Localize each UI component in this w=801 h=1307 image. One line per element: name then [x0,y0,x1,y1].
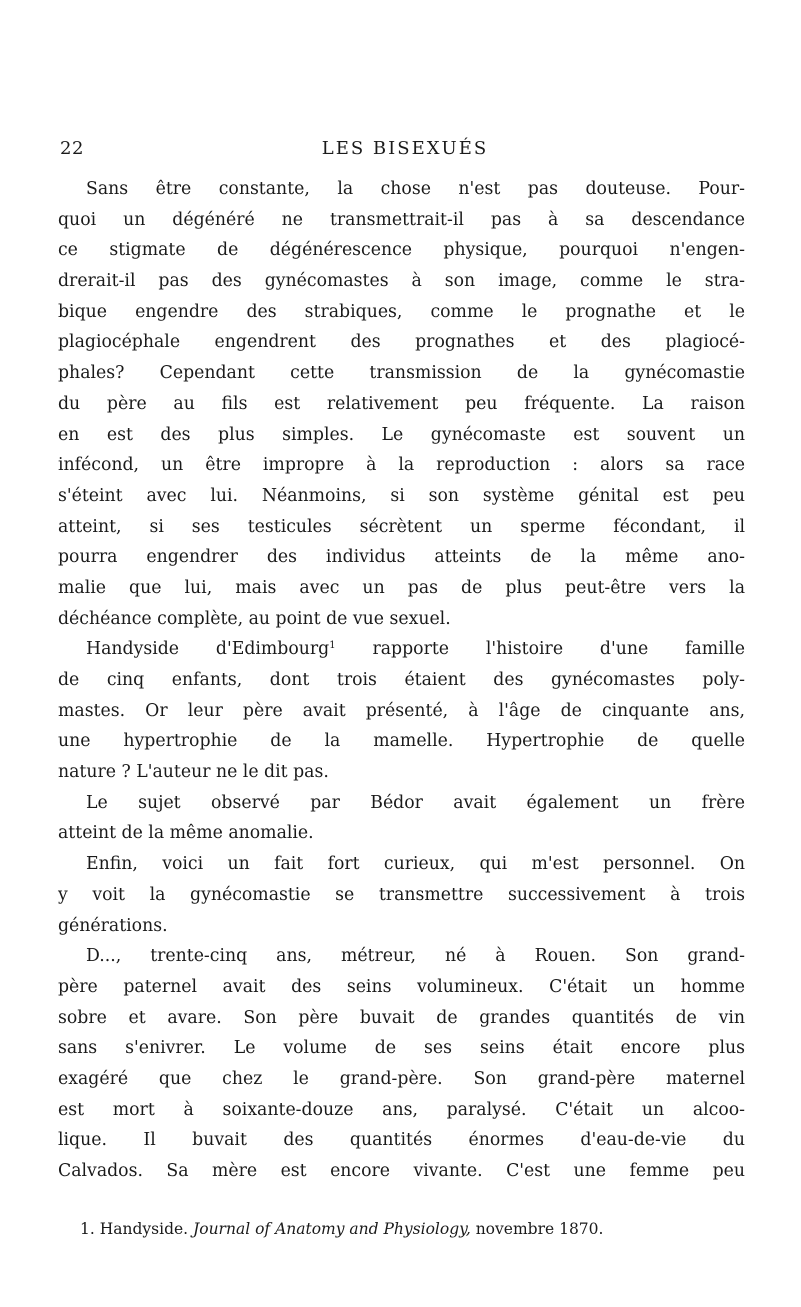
footnote-date: novembre 1870. [475,1220,604,1238]
text-line [58,266,745,297]
text-line-content: du père au fils est relativement peu fréquente. La raison [58,393,745,414]
text-line [58,880,745,911]
text-line [58,512,745,543]
text-line-content: nature ? L'auteur ne le dit pas. [58,762,329,783]
footnote-number: 1. [80,1220,95,1238]
text-line-content: phales? Cependant cette transmission de la gynécomastie [58,363,745,384]
text-line-content: mastes. Or leur père avait présenté, à l'âge de cinquante ans, [58,700,745,721]
text-line [58,450,745,481]
text-line [58,696,745,727]
text-line-content: générations. [58,915,168,936]
text-line [58,1064,745,1095]
text-line [58,818,745,849]
text-line [58,788,745,819]
text-line-content: déchéance complète, au point de vue sexuel. [58,608,451,629]
text-line-content: sans s'enivrer. Le volume de ses seins était encore plus [58,1038,745,1059]
text-line [58,1156,745,1187]
text-line [58,604,745,635]
text-line [58,757,745,788]
text-line-content: s'éteint avec lui. Néanmoins, si son système génital est peu [58,485,745,506]
text-line-continuation: rapporte l'histoire d'une famille [335,639,745,660]
text-line [58,665,745,696]
text-line [58,327,745,358]
text-line [58,849,745,880]
text-line [58,297,745,328]
text-line-content: malie que lui, mais avec un pas de plus peut-être vers la [58,577,745,598]
text-line-content: plagiocéphale engendrent des prognathes et des plagiocé- [58,332,745,353]
text-line [58,389,745,420]
text-line [58,481,745,512]
text-line [58,941,745,972]
text-line [58,911,745,942]
text-line-content: une hypertrophie de la mamelle. Hypertrophie de quelle [58,731,745,752]
text-line-content: Le sujet observé par Bédor avait également un frère [86,792,745,813]
text-line-content: atteint de la même anomalie. [58,823,314,844]
text-line-content: bique engendre des strabiques, comme le prognathe et le [58,301,745,322]
text-line-content: drerait-il pas des gynécomastes à son image, comme le stra- [58,271,745,292]
text-line [58,358,745,389]
text-line-content: Handyside d'Edimbourg [86,639,330,660]
text-line-content: quoi un dégénéré ne transmettrait-il pas à sa descendance [58,209,745,230]
footnote-author: Handyside. [99,1220,189,1238]
text-line [58,726,745,757]
text-line [58,174,745,205]
page-number: 22 [60,138,84,159]
text-line-content: infécond, un être impropre à la reproduction : alors sa race [58,455,745,476]
text-line-content: pourra engendrer des individus atteints de la même ano- [58,547,745,568]
footnote [80,1219,760,1239]
text-line-content: en est des plus simples. Le gynécomaste est souvent un [58,424,745,445]
text-line-content: Enfin, voici un fait fort curieux, qui m'est personnel. On [86,854,745,875]
text-line-content: y voit la gynécomastie se transmettre successivement à trois [58,884,745,905]
text-line-content: père paternel avait des seins volumineux. C'était un homme [58,976,745,997]
text-line-content: exagéré que chez le grand-père. Son grand-père maternel [58,1068,745,1089]
text-line [58,235,745,266]
text-line-content: atteint, si ses testicules sécrètent un sperme fécondant, il [58,516,745,537]
body-text [58,174,745,1187]
text-line [58,573,745,604]
text-line-content: Sans être constante, la chose n'est pas douteuse. Pour- [86,179,745,199]
text-line [58,1095,745,1126]
text-line [58,1003,745,1034]
text-line-content: est mort à soixante-douze ans, paralysé. C'était un alcoo- [58,1099,745,1120]
text-line-content: Calvados. Sa mère est encore vivante. C'est une femme peu [58,1161,745,1181]
text-line-content: D..., trente-cinq ans, métreur, né à Rouen. Son grand- [86,946,745,967]
text-line [58,972,745,1003]
text-line-content: lique. Il buvait des quantités énormes d'eau-de-vie du [58,1130,745,1151]
text-line [58,634,745,665]
text-line [58,1125,745,1156]
text-line-content: sobre et avare. Son père buvait de grandes quantités de vin [58,1007,745,1028]
footnote-journal: Journal of Anatomy and Physiology, [193,1220,471,1238]
text-line [58,420,745,451]
text-line [58,1033,745,1064]
page-header [60,138,750,168]
text-line [58,542,745,573]
running-title: LES BISEXUÉS [321,138,489,159]
text-line-content: ce stigmate de dégénérescence physique, pourquoi n'engen- [58,240,745,261]
text-line [58,205,745,236]
text-line-content: de cinq enfants, dont trois étaient des gynécomastes poly- [58,670,745,690]
footnote-marker: 1 [329,640,336,652]
